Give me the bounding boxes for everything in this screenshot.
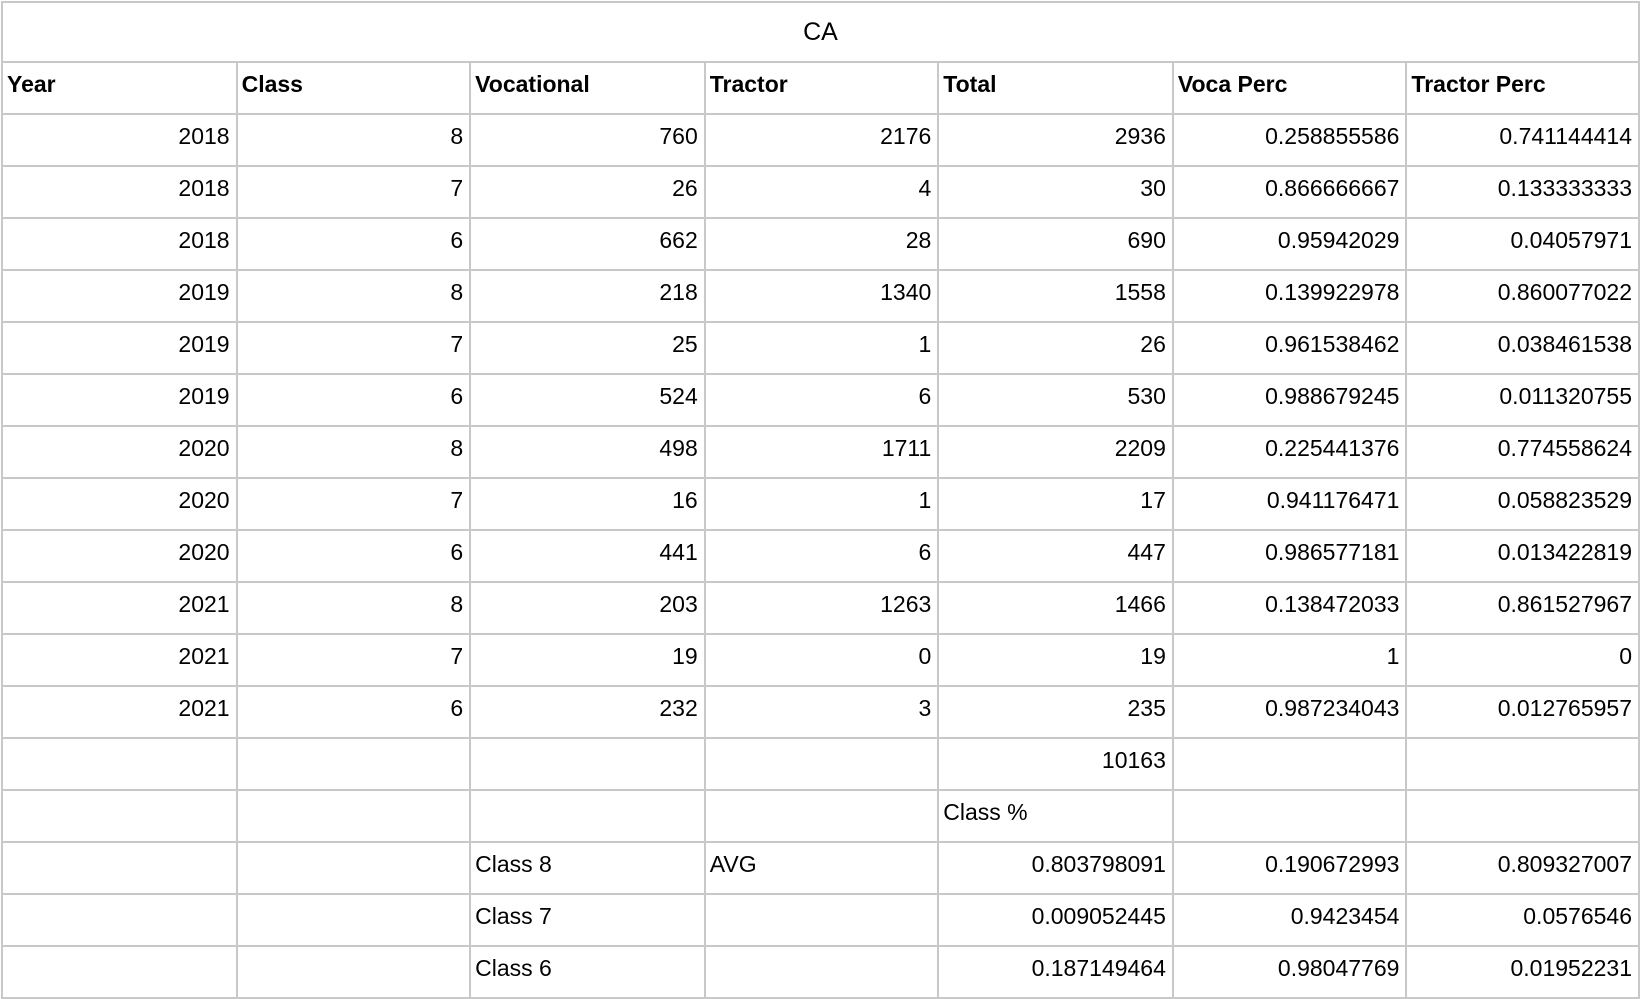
cell-vocational[interactable]: 760 (470, 114, 705, 166)
table-row (2, 634, 1639, 686)
header-total[interactable]: Total (938, 62, 1173, 114)
cell-total[interactable]: 2936 (938, 114, 1173, 166)
empty-cell[interactable] (237, 946, 471, 998)
cell-voca-perc[interactable]: 0.987234043 (1173, 686, 1407, 738)
cell-year[interactable]: 2020 (2, 426, 237, 478)
cell-tractor-perc[interactable]: 0.861527967 (1406, 582, 1639, 634)
cell-tractor-perc[interactable]: 0.058823529 (1406, 478, 1639, 530)
table-row (2, 686, 1639, 738)
empty-cell[interactable] (2, 946, 237, 998)
cell-year[interactable]: 2019 (2, 374, 237, 426)
table-row (2, 218, 1639, 270)
cell-class[interactable]: 8 (237, 426, 471, 478)
summary-row (2, 946, 1639, 998)
empty-cell[interactable] (470, 738, 705, 790)
cell-voca-perc[interactable]: 0.258855586 (1173, 114, 1407, 166)
cell-voca-perc[interactable]: 0.866666667 (1173, 166, 1407, 218)
sheet-title[interactable]: CA (1, 1, 1640, 62)
table-row (2, 582, 1639, 634)
cell-class[interactable]: 7 (237, 478, 471, 530)
cell-class[interactable]: 8 (237, 270, 471, 322)
summary-voca-avg[interactable]: 0.98047769 (1173, 946, 1407, 998)
empty-cell[interactable] (2, 790, 237, 842)
cell-tractor[interactable]: 1263 (705, 582, 939, 634)
cell-tractor[interactable]: 28 (705, 218, 939, 270)
header-voca-perc[interactable]: Voca Perc (1173, 62, 1407, 114)
cell-total[interactable]: 26 (938, 322, 1173, 374)
cell-year[interactable]: 2018 (2, 218, 237, 270)
summary-class-pct[interactable]: 0.009052445 (938, 894, 1173, 946)
summary-avg-label[interactable] (705, 946, 939, 998)
cell-total[interactable]: 19 (938, 634, 1173, 686)
cell-vocational[interactable]: 16 (470, 478, 705, 530)
cell-voca-perc[interactable]: 0.138472033 (1173, 582, 1407, 634)
header-year[interactable]: Year (2, 62, 237, 114)
cell-vocational[interactable]: 25 (470, 322, 705, 374)
cell-class[interactable]: 6 (237, 218, 471, 270)
cell-tractor[interactable]: 2176 (705, 114, 939, 166)
header-vocational[interactable]: Vocational (470, 62, 705, 114)
cell-tractor[interactable]: 1 (705, 322, 939, 374)
cell-class[interactable]: 6 (237, 530, 471, 582)
cell-tractor[interactable]: 6 (705, 530, 939, 582)
grand-total-row (2, 738, 1639, 790)
cell-class[interactable]: 7 (237, 634, 471, 686)
table-row (2, 322, 1639, 374)
summary-tractor-avg[interactable]: 0.809327007 (1406, 842, 1639, 894)
cell-voca-perc[interactable]: 0.95942029 (1173, 218, 1407, 270)
cell-tractor-perc[interactable]: 0.741144414 (1406, 114, 1639, 166)
cell-tractor[interactable]: 1340 (705, 270, 939, 322)
cell-class[interactable]: 6 (237, 374, 471, 426)
cell-tractor-perc[interactable]: 0 (1406, 634, 1639, 686)
cell-vocational[interactable]: 203 (470, 582, 705, 634)
cell-class[interactable]: 7 (237, 322, 471, 374)
cell-year[interactable]: 2020 (2, 530, 237, 582)
empty-cell[interactable] (1406, 738, 1639, 790)
cell-total[interactable]: 1558 (938, 270, 1173, 322)
summary-voca-avg[interactable]: 0.9423454 (1173, 894, 1407, 946)
empty-cell[interactable] (2, 894, 237, 946)
header-tractor[interactable]: Tractor (705, 62, 939, 114)
summary-avg-label[interactable]: AVG (705, 842, 939, 894)
empty-cell[interactable] (470, 790, 705, 842)
cell-tractor-perc[interactable]: 0.013422819 (1406, 530, 1639, 582)
empty-cell[interactable] (705, 790, 939, 842)
cell-year[interactable]: 2021 (2, 686, 237, 738)
table-row (2, 166, 1639, 218)
cell-total[interactable]: 2209 (938, 426, 1173, 478)
table-row (2, 270, 1639, 322)
empty-cell[interactable] (237, 894, 471, 946)
cell-tractor[interactable]: 1 (705, 478, 939, 530)
cell-tractor-perc[interactable]: 0.133333333 (1406, 166, 1639, 218)
cell-year[interactable]: 2019 (2, 270, 237, 322)
cell-tractor-perc[interactable]: 0.04057971 (1406, 218, 1639, 270)
empty-cell[interactable] (237, 738, 471, 790)
cell-tractor[interactable]: 0 (705, 634, 939, 686)
summary-class-label[interactable]: Class 7 (470, 894, 705, 946)
empty-cell[interactable] (705, 738, 939, 790)
cell-year[interactable]: 2019 (2, 322, 237, 374)
cell-total[interactable]: 235 (938, 686, 1173, 738)
class-pct-label-row (2, 790, 1639, 842)
cell-class[interactable]: 8 (237, 582, 471, 634)
summary-row (2, 842, 1639, 894)
cell-voca-perc[interactable]: 0.941176471 (1173, 478, 1407, 530)
cell-voca-perc[interactable]: 0.225441376 (1173, 426, 1407, 478)
cell-year[interactable]: 2018 (2, 166, 237, 218)
cell-year[interactable]: 2018 (2, 114, 237, 166)
cell-total[interactable]: 17 (938, 478, 1173, 530)
cell-total[interactable]: 1466 (938, 582, 1173, 634)
cell-total[interactable]: 690 (938, 218, 1173, 270)
cell-tractor-perc[interactable]: 0.860077022 (1406, 270, 1639, 322)
cell-vocational[interactable]: 662 (470, 218, 705, 270)
cell-voca-perc[interactable]: 0.988679245 (1173, 374, 1407, 426)
summary-class-label[interactable]: Class 8 (470, 842, 705, 894)
summary-avg-label[interactable] (705, 894, 939, 946)
header-tractor-perc[interactable]: Tractor Perc (1406, 62, 1639, 114)
cell-vocational[interactable]: 19 (470, 634, 705, 686)
cell-tractor-perc[interactable]: 0.774558624 (1406, 426, 1639, 478)
cell-tractor[interactable]: 1711 (705, 426, 939, 478)
data-table (1, 61, 1640, 999)
empty-cell[interactable] (237, 790, 471, 842)
cell-voca-perc[interactable]: 0.986577181 (1173, 530, 1407, 582)
cell-tractor[interactable]: 3 (705, 686, 939, 738)
table-row (2, 374, 1639, 426)
cell-year[interactable]: 2021 (2, 582, 237, 634)
grand-total-cell[interactable]: 10163 (938, 738, 1173, 790)
empty-cell[interactable] (237, 842, 471, 894)
cell-class[interactable]: 6 (237, 686, 471, 738)
summary-class-label[interactable]: Class 6 (470, 946, 705, 998)
class-pct-label[interactable]: Class % (938, 790, 1173, 842)
cell-vocational[interactable]: 218 (470, 270, 705, 322)
cell-voca-perc[interactable]: 0.139922978 (1173, 270, 1407, 322)
empty-cell[interactable] (1173, 738, 1407, 790)
empty-cell[interactable] (1173, 790, 1407, 842)
table-row (2, 530, 1639, 582)
summary-tractor-avg[interactable]: 0.01952231 (1406, 946, 1639, 998)
cell-total[interactable]: 447 (938, 530, 1173, 582)
cell-tractor[interactable]: 6 (705, 374, 939, 426)
table-row (2, 426, 1639, 478)
cell-vocational[interactable]: 441 (470, 530, 705, 582)
cell-voca-perc[interactable]: 0.961538462 (1173, 322, 1407, 374)
cell-vocational[interactable]: 524 (470, 374, 705, 426)
empty-cell[interactable] (1406, 790, 1639, 842)
table-row (2, 114, 1639, 166)
summary-class-pct[interactable]: 0.187149464 (938, 946, 1173, 998)
empty-cell[interactable] (2, 738, 237, 790)
cell-class[interactable]: 7 (237, 166, 471, 218)
cell-tractor-perc[interactable]: 0.012765957 (1406, 686, 1639, 738)
cell-year[interactable]: 2021 (2, 634, 237, 686)
header-row (2, 62, 1639, 114)
table-row (2, 478, 1639, 530)
summary-class-pct[interactable]: 0.803798091 (938, 842, 1173, 894)
cell-vocational[interactable]: 232 (470, 686, 705, 738)
summary-tractor-avg[interactable]: 0.0576546 (1406, 894, 1639, 946)
cell-vocational[interactable]: 26 (470, 166, 705, 218)
cell-total[interactable]: 530 (938, 374, 1173, 426)
cell-tractor-perc[interactable]: 0.038461538 (1406, 322, 1639, 374)
cell-year[interactable]: 2020 (2, 478, 237, 530)
cell-tractor[interactable]: 4 (705, 166, 939, 218)
cell-total[interactable]: 30 (938, 166, 1173, 218)
summary-row (2, 894, 1639, 946)
cell-voca-perc[interactable]: 1 (1173, 634, 1407, 686)
empty-cell[interactable] (2, 842, 237, 894)
cell-vocational[interactable]: 498 (470, 426, 705, 478)
cell-tractor-perc[interactable]: 0.011320755 (1406, 374, 1639, 426)
header-class[interactable]: Class (237, 62, 471, 114)
cell-class[interactable]: 8 (237, 114, 471, 166)
summary-voca-avg[interactable]: 0.190672993 (1173, 842, 1407, 894)
